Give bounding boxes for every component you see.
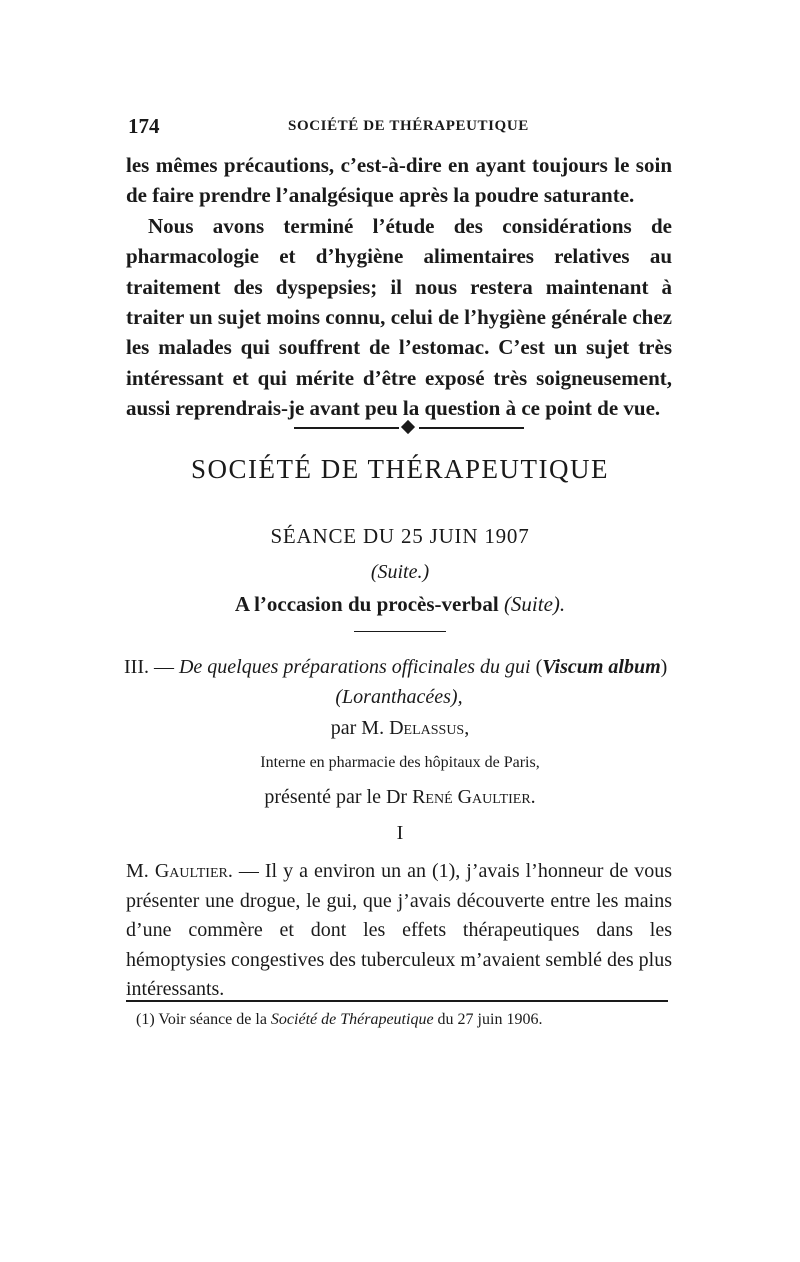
section-divider-ornament: [294, 421, 524, 435]
paren-close: ): [660, 656, 668, 678]
occasion-heading: [120, 592, 680, 617]
presenter-name: René Gaultier.: [412, 786, 536, 808]
page-number: 174: [128, 114, 160, 138]
author-name: Delassus,: [389, 717, 470, 739]
running-title: SOCIÉTÉ DE THÉRAPEUTIQUE: [288, 118, 529, 134]
seance-date: SÉANCE DU 25 JUIN 1907: [270, 524, 530, 548]
footnote-prefix: (1) Voir séance de la: [136, 1011, 267, 1028]
plant-family: (Loranthacées),: [335, 686, 463, 708]
occasion-suite: (Suite).: [503, 592, 566, 616]
speaker-name: Gaultier.: [154, 860, 233, 882]
occasion-title: A l’occasion du procès-verbal: [234, 592, 499, 616]
author-line: [120, 717, 680, 740]
paragraph-continuation: les mêmes précautions, c’est-à-dire en ayant toujours le soin de faire prendre l’analgésique après la poudre saturante.: [126, 153, 672, 208]
article-title-text: De quelques préparations officinales du gui: [178, 656, 531, 678]
society-title: SOCIÉTÉ DE THÉRAPEUTIQUE: [191, 454, 609, 484]
footnote: [136, 1011, 676, 1029]
short-rule: [354, 631, 446, 632]
running-head: [128, 112, 668, 142]
par-label: par M.: [330, 717, 385, 739]
divider-line-right: [419, 427, 524, 429]
footnote-suffix: du 27 juin 1906.: [437, 1011, 543, 1028]
section-number: I: [396, 822, 404, 844]
body-paragraph-text: [126, 857, 672, 1005]
diamond-icon: [401, 420, 415, 434]
suite-label: (Suite.): [370, 561, 430, 583]
speaker-prefix: M.: [126, 860, 149, 882]
author-affiliation: Interne en pharmacie des hôpitaux de Paris,: [260, 754, 540, 771]
body-text: — Il y a environ un an (1), j’avais l’honneur de vous présenter une drogue, le gui, que j’avais découverte entre les mains d’une commère et dont les effets thérapeutiques dans les hémoptysies congestives des tuberculeux m’avaient semblé des plus intéressants.: [126, 860, 673, 1000]
latin-name: Viscum album: [542, 656, 661, 678]
article-title: [124, 652, 674, 712]
presented-by-label: présenté par le Dr: [264, 786, 408, 808]
paren-open: (: [535, 656, 543, 678]
article-number: III. —: [124, 656, 174, 678]
body-paragraph: [126, 857, 672, 1005]
paragraph-conclusion: Nous avons terminé l’étude des considérations de pharmacologie et d’hygiène alimentaires relatives au traitement des dyspepsies; il nous restera maintenant à traiter un sujet moins connu, celui de l’hygiène générale chez les malades qui souffrent de l’estomac. C’est un sujet très intéressant et qui mérite d’être exposé très soigneusement, aussi reprendrais-je avant peu la question à ce point de vue.: [126, 213, 672, 421]
intro-paragraphs: [126, 150, 672, 424]
footnote-journal: Société de Thérapeutique: [270, 1011, 434, 1028]
footnote-rule: [126, 1000, 668, 1002]
presenter-line: [120, 786, 680, 809]
divider-line-left: [294, 427, 399, 429]
